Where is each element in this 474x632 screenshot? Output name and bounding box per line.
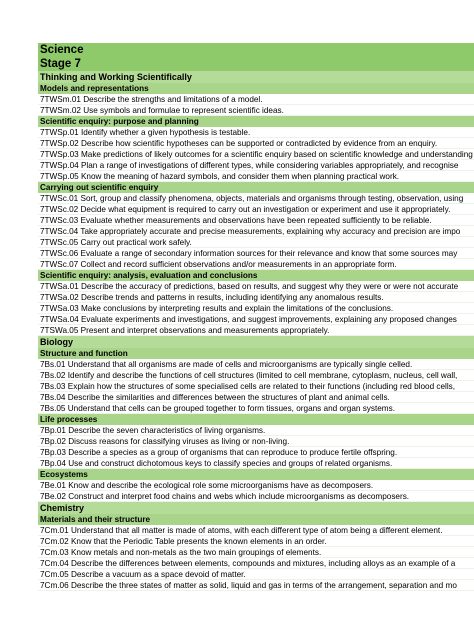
strand-header: Carrying out scientific enquiry <box>38 182 474 193</box>
objective-row: 7TWSp.02 Describe how scientific hypotheses can be supported or contradicted by evidence from an enquiry. <box>38 138 474 149</box>
objective-row: 7TWSm.02 Use symbols and formulae to represent scientific ideas. <box>38 105 474 116</box>
objective-row: 7Cm.04 Describe the differences between elements, compounds and mixtures, including alloys as an example of a <box>38 558 474 569</box>
objective-row: 7Cm.01 Understand that all matter is made of atoms, with each different type of atom being a different element. <box>38 525 474 536</box>
objective-row: 7TWSp.04 Plan a range of investigations of different types, while considering variables appropriately, and recognise <box>38 160 474 171</box>
subject-header: Science <box>38 43 474 57</box>
objective-row: 7TWSm.01 Describe the strengths and limitations of a model. <box>38 94 474 105</box>
objective-row: 7Cm.02 Know that the Periodic Table presents the known elements in an order. <box>38 536 474 547</box>
objective-row: 7TWSc.03 Evaluate whether measurements and observations have been repeated sufficiently to be reliable. <box>38 215 474 226</box>
objective-row: 7TWSp.05 Know the meaning of hazard symbols, and consider them when planning practical work. <box>38 171 474 182</box>
strand-header: Ecosystems <box>38 469 474 480</box>
objective-row: 7Bs.01 Understand that all organisms are made of cells and microorganisms are typically single celled. <box>38 359 474 370</box>
objective-row: 7Bs.05 Understand that cells can be grouped together to form tissues, organs and organ systems. <box>38 403 474 414</box>
objective-row: 7TWSc.05 Carry out practical work safely. <box>38 237 474 248</box>
objective-row: 7TWSc.06 Evaluate a range of secondary information sources for their relevance and know that some sources may <box>38 248 474 259</box>
objective-row: 7TWSc.01 Sort, group and classify phenomena, objects, materials and organisms through testing, observation, using <box>38 193 474 204</box>
objective-row: 7Cm.03 Know metals and non-metals as the two main groupings of elements. <box>38 547 474 558</box>
strand-header: Scientific enquiry: analysis, evaluation and conclusions <box>38 270 474 281</box>
objective-row: 7TWSa.03 Make conclusions by interpreting results and explain the limitations of the conclusions. <box>38 303 474 314</box>
objective-row: 7Bp.01 Describe the seven characteristics of living organisms. <box>38 425 474 436</box>
objective-row: 7TWSc.07 Collect and record sufficient observations and/or measurements in an appropriate form. <box>38 259 474 270</box>
objective-row: 7Bs.02 Identify and describe the functions of cell structures (limited to cell membrane, cytoplasm, nucleus, cell wall, <box>38 370 474 381</box>
objective-row: 7TWSc.02 Decide what equipment is required to carry out an investigation or experiment and use it appropriately. <box>38 204 474 215</box>
objective-row: 7TWSp.03 Make predictions of likely outcomes for a scientific enquiry based on scientific knowledge and understanding <box>40 150 473 159</box>
objective-row: 7TWSa.02 Describe trends and patterns in results, including identifying any anomalous results. <box>38 292 474 303</box>
strand-header: Materials and their structure <box>38 514 474 525</box>
objective-row: 7Be.02 Construct and interpret food chains and webs which include microorganisms as decomposers. <box>38 491 474 502</box>
objective-row: 7Bp.04 Use and construct dichotomous keys to classify species and groups of related organisms. <box>38 458 474 469</box>
objective-row: 7Bp.03 Describe a species as a group of organisms that can reproduce to produce fertile offspring. <box>38 447 474 458</box>
section-header: Thinking and Working Scientifically <box>38 71 474 83</box>
objective-row: 7TSWa.05 Present and interpret observations and measurements appropriately. <box>38 325 474 336</box>
objective-row: 7Bs.04 Describe the similarities and differences between the structures of plant and animal cells. <box>38 392 474 403</box>
spreadsheet-page <box>38 43 474 591</box>
subject-header: Stage 7 <box>38 57 474 71</box>
section-header: Biology <box>38 336 474 348</box>
objective-row: 7Be.01 Know and describe the ecological role some microorganisms have as decomposers. <box>38 480 474 491</box>
strand-header: Scientific enquiry: purpose and planning <box>38 116 474 127</box>
strand-header: Structure and function <box>38 348 474 359</box>
objective-row: 7TWSp.01 Identify whether a given hypothesis is testable. <box>38 127 474 138</box>
section-header: Chemistry <box>38 502 474 514</box>
objective-row: 7TWSa.01 Describe the accuracy of predictions, based on results, and suggest why they were or were not accurate <box>38 281 474 292</box>
objective-row: 7TWSa.04 Evaluate experiments and investigations, and suggest improvements, explaining any proposed changes <box>38 314 474 325</box>
strand-header: Models and representations <box>38 83 474 94</box>
objective-row: 7Bp.02 Discuss reasons for classifying viruses as living or non-living. <box>38 436 474 447</box>
strand-header: Life processes <box>38 414 474 425</box>
objective-row: 7Cm.05 Describe a vacuum as a space devoid of matter. <box>38 569 474 580</box>
objective-row: 7Cm.06 Describe the three states of matter as solid, liquid and gas in terms of the arrangement, separation and mo <box>38 580 474 591</box>
objective-row: 7Bs.03 Explain how the structures of some specialised cells are related to their functions (including red blood cells, <box>38 381 474 392</box>
objective-row: 7TWSc.04 Take appropriately accurate and precise measurements, explaining why accuracy and precision are impo <box>38 226 474 237</box>
